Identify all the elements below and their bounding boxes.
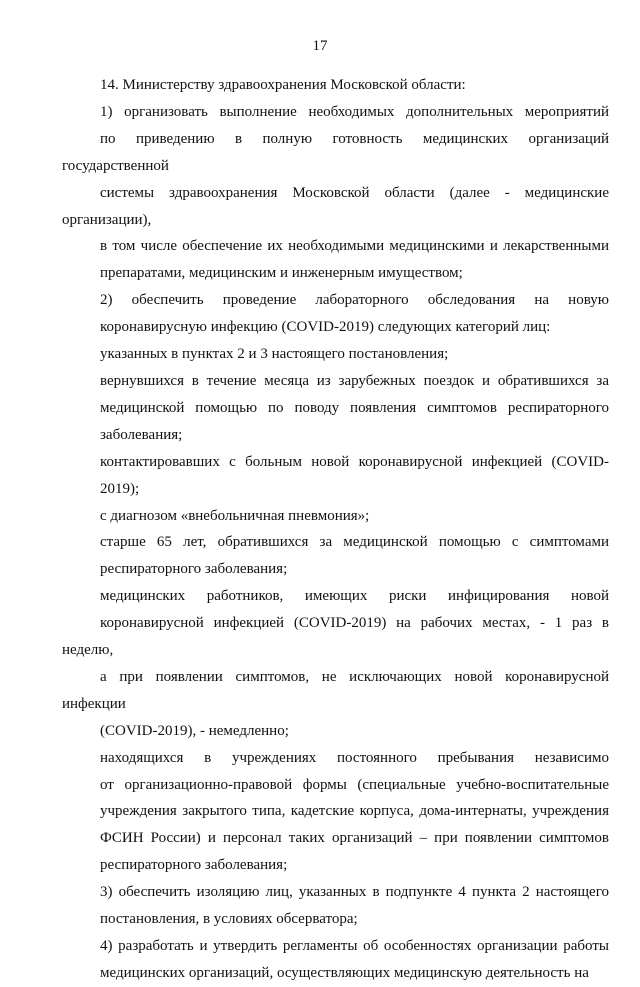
text-line: медицинской помощью по поводу появления симптомов респираторного xyxy=(100,399,609,416)
paragraph xyxy=(62,72,609,99)
text-line: по приведению в полную готовность медицинских организаций государственной xyxy=(62,130,609,174)
text-line: системы здравоохранения Московской области (далее - медицинские организации), xyxy=(62,184,609,228)
text-line: респираторного заболевания; xyxy=(100,857,288,874)
text-line: учреждения закрытого типа, кадетские корпуса, дома-интернаты, учреждения xyxy=(100,803,609,820)
text-line: (COVID-2019), - немедленно; xyxy=(100,722,289,739)
text-line: постановления, в условиях обсерватора; xyxy=(100,911,358,928)
text-line: ФСИН России) и персонал таких организаций – при появлении симптомов xyxy=(100,830,609,847)
page-number: 17 xyxy=(312,38,328,54)
text-line: а при появлении симптомов, не исключающих новой коронавирусной инфекции xyxy=(62,668,609,712)
paragraph xyxy=(62,287,609,341)
paragraph xyxy=(62,449,609,503)
text-line: респираторного заболевания; xyxy=(100,561,288,578)
text-line: старше 65 лет, обратившихся за медицинской помощью с симптомами xyxy=(100,534,609,551)
text-line: коронавирусной инфекцией (COVID-2019) на рабочих местах, - 1 раз в неделю, xyxy=(62,615,609,659)
text-line: 1) организовать выполнение необходимых дополнительных мероприятий xyxy=(100,103,609,120)
paragraph xyxy=(62,99,609,287)
text-line: медицинских работников, имеющих риски инфицирования новой xyxy=(100,588,609,605)
text-line: 2019); xyxy=(100,480,140,497)
text-line: контактировавших с больным новой коронавирусной инфекцией (COVID- xyxy=(100,453,609,470)
text-line: коронавирусную инфекцию (COVID-2019) следующих категорий лиц: xyxy=(100,319,551,336)
text-line: с диагнозом «внебольничная пневмония»; xyxy=(100,507,370,524)
paragraph xyxy=(62,341,609,368)
text-line: находящихся в учреждениях постоянного пребывания независимо xyxy=(100,749,609,766)
text-line: вернувшихся в течение месяца из зарубежных поездок и обратившихся за xyxy=(100,372,609,389)
paragraph xyxy=(62,933,609,987)
text-line: препаратами, медицинским и инженерным имуществом; xyxy=(100,265,463,282)
text-line: указанных в пунктах 2 и 3 настоящего постановления; xyxy=(100,346,449,363)
paragraph xyxy=(62,745,609,880)
text-line: от организационно-правовой формы (специальные учебно-воспитательные xyxy=(100,776,609,793)
paragraph xyxy=(62,583,609,744)
paragraph xyxy=(62,879,609,933)
paragraph xyxy=(62,503,609,530)
text-line: 2) обеспечить проведение лабораторного обследования на новую xyxy=(100,292,609,309)
paragraph xyxy=(62,529,609,583)
document-body xyxy=(62,72,609,987)
text-line: 14. Министерству здравоохранения Московской области: xyxy=(100,77,466,93)
text-line: 4) разработать и утвердить регламенты об особенностях организации работы xyxy=(100,938,609,954)
paragraph xyxy=(62,368,609,449)
text-line: в том числе обеспечение их необходимыми медицинскими и лекарственными xyxy=(100,238,609,255)
text-line: заболевания; xyxy=(100,426,183,443)
text-line: медицинских организаций, осуществляющих медицинскую деятельность на xyxy=(100,964,589,981)
text-line: 3) обеспечить изоляцию лиц, указанных в подпункте 4 пункта 2 настоящего xyxy=(100,884,609,901)
